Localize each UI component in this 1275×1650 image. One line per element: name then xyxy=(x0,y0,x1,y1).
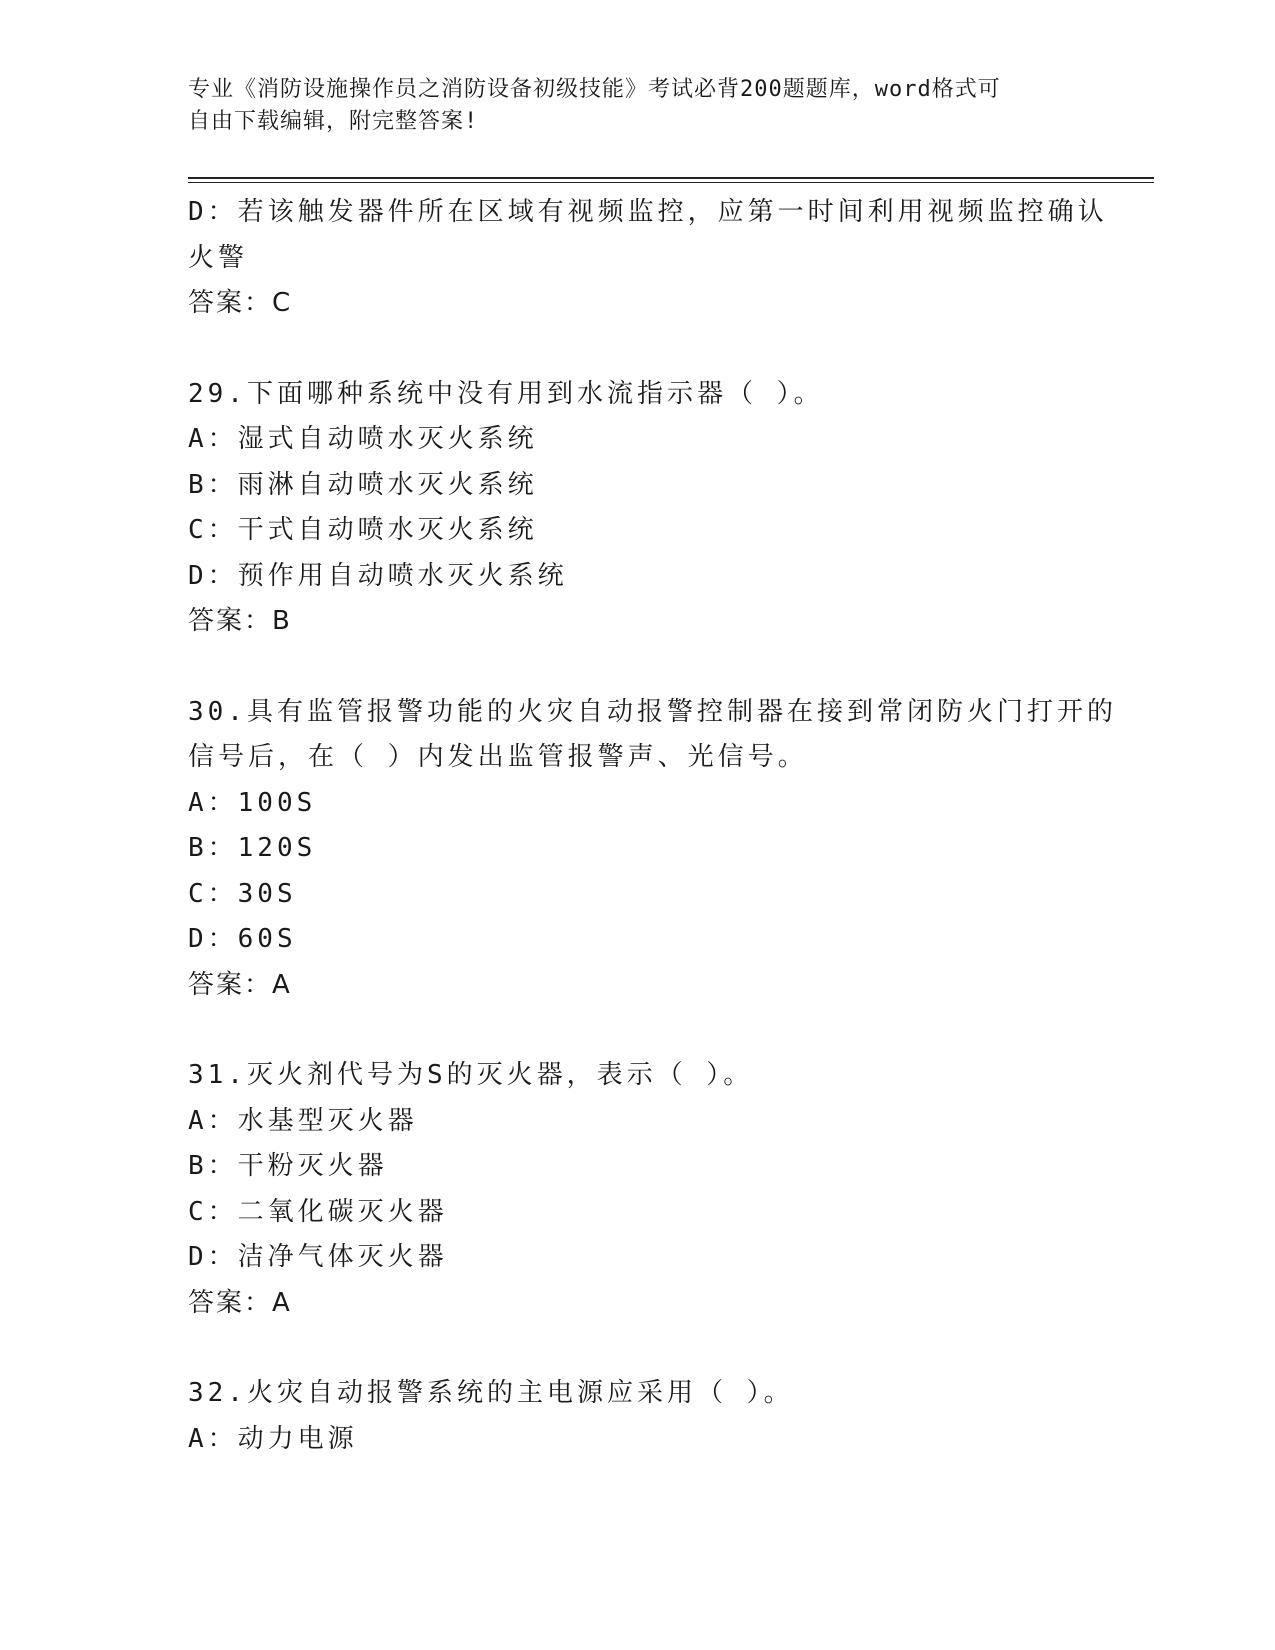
header-divider-thick xyxy=(188,177,1154,179)
question-stem: 29.下面哪种系统中没有用到水流指示器（ ）。 xyxy=(188,378,824,409)
option-line: D：洁净气体灭火器 xyxy=(188,1242,448,1272)
option-line: D：若该触发器件所在区域有视频监控，应第一时间利用视频监控确认 xyxy=(188,197,1108,227)
question-block xyxy=(188,690,1117,1009)
answer-line: 答案：B xyxy=(188,606,292,636)
answer-line: 答案：A xyxy=(188,969,292,1000)
document-header xyxy=(188,74,1068,138)
option-line: B：雨淋自动喷水灭火系统 xyxy=(188,469,538,500)
option-line: A：湿式自动喷水灭火系统 xyxy=(188,424,538,454)
answer-line: 答案：A xyxy=(188,1287,292,1318)
option-line: 火警 xyxy=(188,242,249,273)
carryover-block xyxy=(188,190,1108,327)
header-line-2: 自由下载编辑，附完整答案! xyxy=(188,109,479,134)
header-divider-thin xyxy=(188,182,1154,183)
question-stem: 31.灭火剂代号为S的灭火器，表示（ ）。 xyxy=(188,1060,754,1090)
question-block xyxy=(188,372,1088,645)
option-line: C：干式自动喷水灭火系统 xyxy=(188,515,538,545)
question-stem: 32.火灾自动报警系统的主电源应采用（ ）。 xyxy=(188,1378,794,1408)
question-list xyxy=(188,190,1117,1462)
option-line: D：预作用自动喷水灭火系统 xyxy=(188,560,568,591)
header-line-1: 专业《消防设施操作员之消防设备初级技能》考试必背200题题库，word格式可 xyxy=(188,77,1001,102)
question-stem: 30.具有监管报警功能的火灾自动报警控制器在接到常闭防火门打开的 xyxy=(188,696,1117,727)
option-line: B：120S xyxy=(188,833,317,863)
option-line: A：100S xyxy=(188,787,317,818)
option-line: A：水基型灭火器 xyxy=(188,1105,418,1136)
option-line: C：30S xyxy=(188,878,297,909)
answer-line: 答案：C xyxy=(188,288,293,318)
option-line: A：动力电源 xyxy=(188,1423,358,1454)
question-stem: 信号后，在（ ）内发出监管报警声、光信号。 xyxy=(188,742,808,772)
option-line: B：干粉灭火器 xyxy=(188,1151,388,1181)
question-block xyxy=(188,1053,1088,1326)
question-block xyxy=(188,1371,1088,1462)
option-line: C：二氧化碳灭火器 xyxy=(188,1196,448,1227)
option-line: D：60S xyxy=(188,924,297,954)
